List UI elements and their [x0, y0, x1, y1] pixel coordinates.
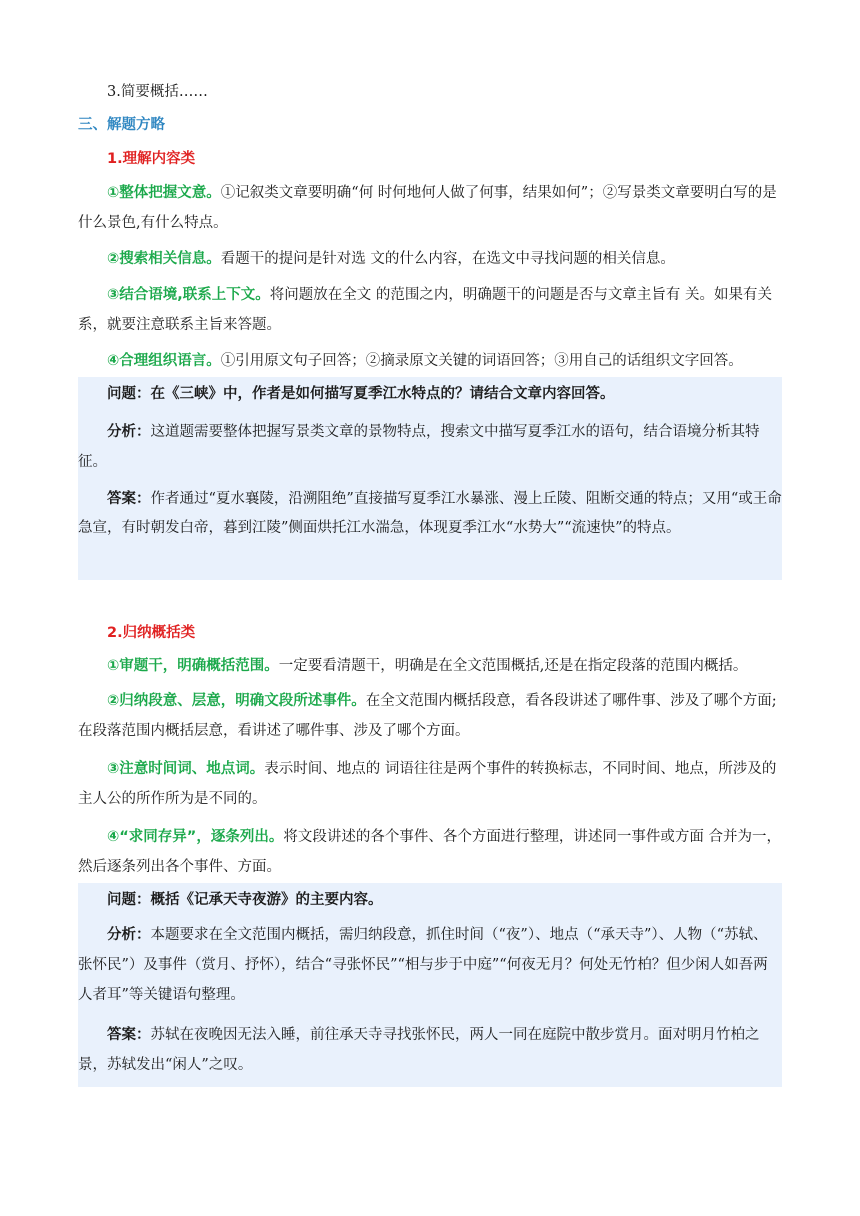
item-body: 将问题放在全文 的范围之内，明确题干的问题是否与文章主旨有 关。如果有关系，就要注意联系主旨来答题。 — [78, 287, 773, 333]
example-analysis: 分析：本题要求在全文范围内概括，需归纳段意，抓住时间（“夜”）、地点（“承天寺”）、人物（“苏轼、张怀民”）及事件（赏月、抒怀），结合“寻张怀民”“相与步于中庭”“何夜无月？何处无竹柏？但少闲人如吾两人者耳”等关键语句整理。 — [78, 927, 768, 1003]
example-box-1 — [78, 377, 782, 580]
item-head: ③注意时间词、地点词。 — [107, 761, 265, 777]
item-body: ①引用原文句子回答；②摘录原文关键的词语回答；③用自己的话组织文字回答。 — [220, 353, 743, 369]
item-body: 看题干的提问是针对选 文的什么内容，在选文中寻找问题的相关信息。 — [220, 251, 675, 267]
example-question: 问题：在《三峡》中，作者是如何描写夏季江水特点的？请结合文章内容回答。 — [107, 386, 615, 402]
example-analysis: 分析：这道题需要整体把握写景类文章的景物特点，搜索文中描写夏季江水的语句，结合语境分析其特征。 — [78, 424, 760, 470]
part1-item-3 — [78, 280, 782, 340]
part2-item-3 — [78, 754, 782, 814]
item-head: ②搜索相关信息。 — [107, 251, 221, 267]
item-head: ①审题干，明确概括范围。 — [107, 658, 279, 674]
part1-title: 1.理解内容类 — [107, 151, 196, 167]
item-head: ④“求同存异”，逐条列出。 — [107, 829, 284, 845]
item-body: ①记叙类文章要明确“何 时何地何人做了何事，结果如何”；②写景类文章要明白写的是什么景色,有什么特点。 — [78, 185, 777, 231]
example-question: 问题：概括《记承天寺夜游》的主要内容。 — [107, 892, 383, 908]
part2-title: 2.归纳概括类 — [107, 625, 196, 641]
item-body: 在全文范围内概括段意，看各段讲述了哪件事、涉及了哪个方面;在段落范围内概括层意，看讲述了哪件事、涉及了哪个方面。 — [78, 693, 777, 739]
item-head: ②归纳段意、层意，明确文段所述事件。 — [107, 693, 366, 709]
section-title: 三、解题方略 — [78, 117, 165, 133]
item-body: 表示时间、地点的 词语往往是两个事件的转换标志，不同时间、地点，所涉及的主人公的所作所为是不同的。 — [78, 761, 777, 807]
intro-item: 3.简要概括…… — [107, 84, 208, 100]
item-head: ①整体把握文意。 — [107, 185, 221, 201]
item-body: 一定要看清题干，明确是在全文范围概括,还是在指定段落的范围内概括。 — [278, 658, 748, 674]
item-body: 将文段讲述的各个事件、各个方面进行整理，讲述同一事件或方面 合并为一，然后逐条列出各个事件、方面。 — [78, 829, 781, 875]
example-answer: 答案：苏轼在夜晚因无法入睡，前往承天寺寻找张怀民，两人一同在庭院中散步赏月。面对明月竹柏之景，苏轼发出“闲人”之叹。 — [78, 1027, 760, 1073]
part1-item-2 — [78, 245, 782, 273]
example-box-2 — [78, 883, 782, 1087]
example-answer: 答案：作者通过“夏水襄陵，沿溯阻绝”直接描写夏季江水暴涨、漫上丘陵、阻断交通的特点；又用“或王命急宣，有时朝发白帝，暮到江陵”侧面烘托江水湍急，体现夏季江水“水势大”“流速快”的特点。 — [78, 491, 782, 536]
part1-item-1 — [78, 178, 782, 238]
part2-item-4 — [78, 822, 782, 882]
item-head: ④合理组织语言。 — [107, 353, 221, 369]
part2-item-2 — [78, 686, 782, 746]
part2-item-1 — [78, 652, 782, 680]
part1-item-4 — [78, 347, 782, 375]
item-head: ③结合语境,联系上下文。 — [107, 287, 270, 303]
